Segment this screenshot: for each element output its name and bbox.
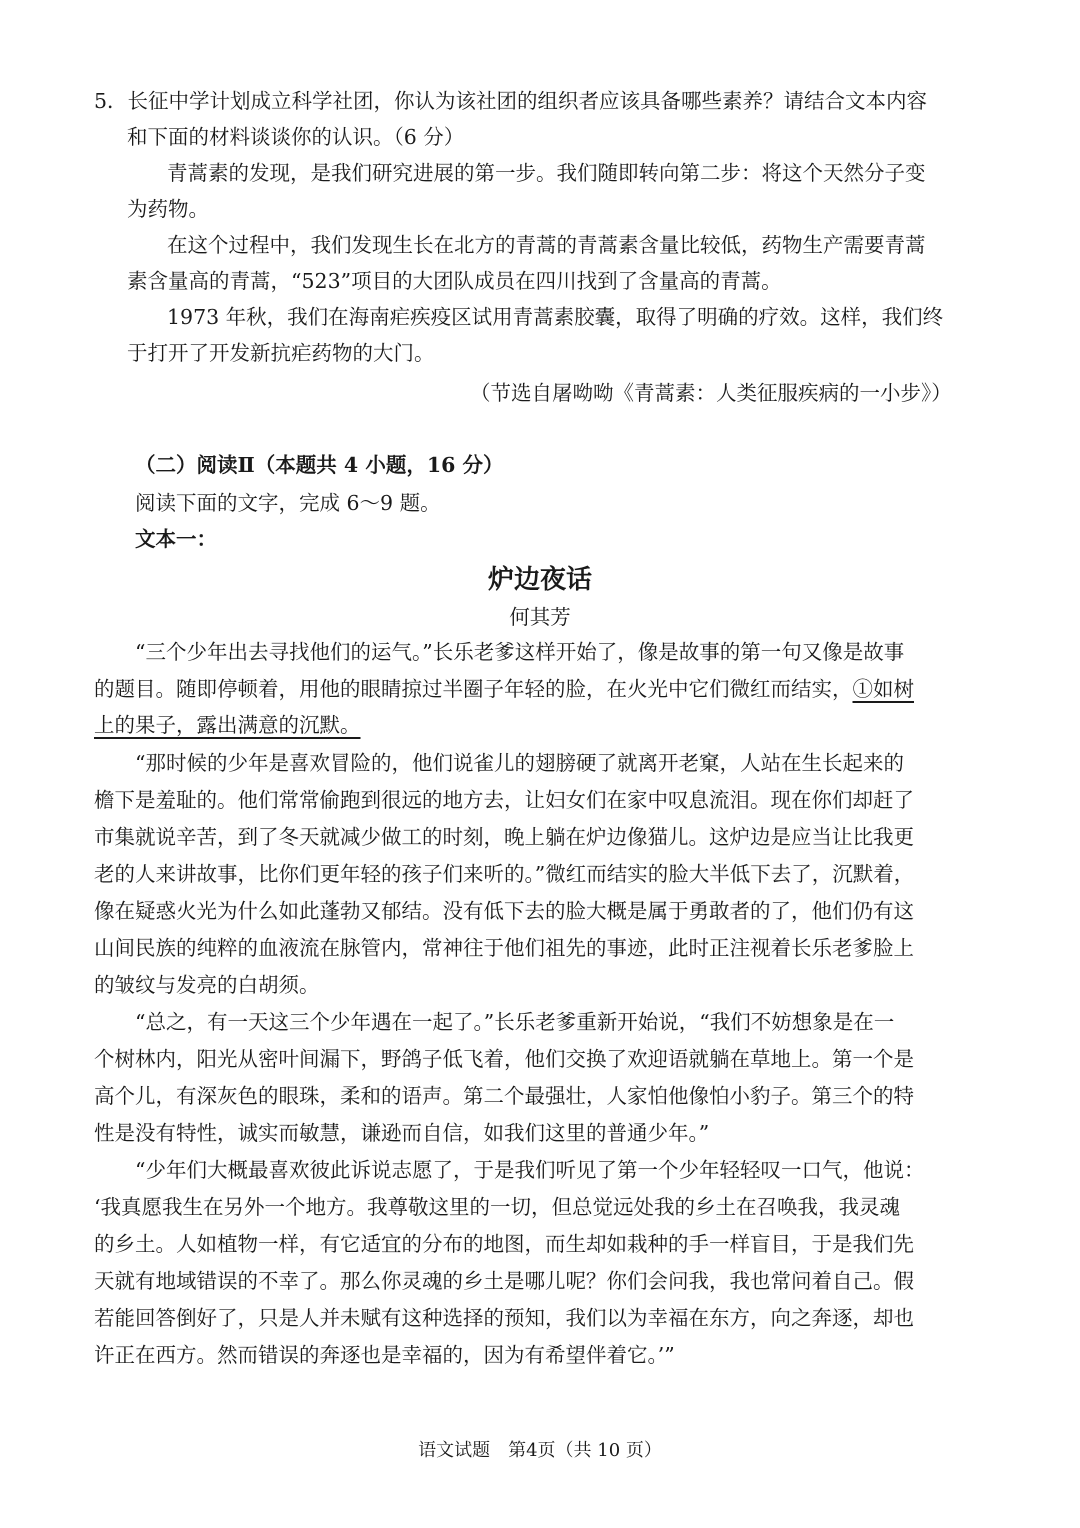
text-label: 文本一：	[135, 527, 217, 551]
article-p4-line-6: 许正在西方。然而错误的奔逐也是幸福的，因为有希望伴着它。’”	[94, 1343, 675, 1367]
article-p1-line-2	[94, 674, 914, 704]
section-instruction: 阅读下面的文字，完成 6～9 题。	[135, 491, 441, 515]
article-p2-line-5: 像在疑惑火光为什么如此蓬勃又郁结。没有低下去的脸大概是属于勇敢者的了，他们仍有这	[94, 899, 914, 923]
article-author: 何其芳	[509, 605, 571, 629]
article-p3-line-4: 性是没有特性，诚实而敏慧，谦逊而自信，如我们这里的普通少年。”	[94, 1121, 710, 1145]
article-p2-line-2: 檐下是羞耻的。他们常常偷跑到很远的地方去，让妇女们在家中叹息流泪。现在你们却赶了	[94, 788, 914, 812]
material-p1-line-1: 青蒿素的发现，是我们研究进展的第一步。我们随即转向第二步：将这个天然分子变	[167, 161, 926, 185]
question-5-line-2: 和下面的材料谈谈你的认识。（6 分）	[127, 125, 465, 149]
article-p1-line-2-text: 的题目。随即停顿着，用他的眼睛掠过半圈子年轻的脸，在火光中它们微红而结实，	[94, 677, 853, 701]
question-5-line-1: 5．长征中学计划成立科学社团，你认为该社团的组织者应该具备哪些素养？请结合文本内容	[94, 89, 928, 113]
section-heading: （二）阅读Ⅱ（本题共 4 小题，16 分）	[135, 453, 504, 477]
article-p4-line-1: “少年们大概最喜欢彼此诉说志愿了，于是我们听见了第一个少年轻轻叹一口气，他说：	[135, 1158, 925, 1182]
article-title: 炉边夜话	[487, 565, 592, 595]
article-p2-line-4: 老的人来讲故事，比你们更年轻的孩子们来听的。”微红而结实的脸大半低下去了，沉默着，	[94, 862, 915, 886]
article-p3-line-3: 高个儿，有深灰色的眼珠，柔和的语声。第二个最强壮，人家怕他像怕小豹子。第三个的特	[94, 1084, 914, 1108]
material-p2-line-2: 素含量高的青蒿，“523”项目的大团队成员在四川找到了含量高的青蒿。	[127, 269, 782, 293]
material-p1-line-2: 为药物。	[127, 197, 209, 221]
article-p2-line-1: “那时候的少年是喜欢冒险的，他们说雀儿的翅膀硬了就离开老窠，人站在生长起来的	[135, 751, 904, 775]
material-p2-line-1: 在这个过程中，我们发现生长在北方的青蒿的青蒿素含量比较低，药物生产需要青蒿	[167, 233, 926, 257]
underlined-sentence-1-end: 上的果子，露出满意的沉默。	[94, 713, 361, 737]
article-p3-line-1: “总之，有一天这三个少年遇在一起了。”长乐老爹重新开始说，“我们不妨想象是在一	[135, 1010, 895, 1034]
article-p2-line-6: 山间民族的纯粹的血液流在脉管内，常神往于他们祖先的事迹，此时正注视着长乐老爹脸上	[94, 936, 914, 960]
article-p2-line-3: 市集就说辛苦，到了冬天就减少做工的时刻，晚上躺在炉边像猫儿。这炉边是应当让比我更	[94, 825, 914, 849]
material-source: （节选自屠呦呦《青蒿素：人类征服疾病的一小步》）	[470, 381, 952, 405]
article-p3-line-2: 个树林内，阳光从密叶间漏下，野鸽子低飞着，他们交换了欢迎语就躺在草地上。第一个是	[94, 1047, 914, 1071]
underlined-sentence-1-start: ①如树	[852, 677, 914, 701]
article-p4-line-2: ‘我真愿我生在另外一个地方。我尊敬这里的一切，但总觉远处我的乡土在召唤我，我灵魂	[94, 1195, 901, 1219]
article-p4-line-4: 天就有地域错误的不幸了。那么你灵魂的乡土是哪儿呢？你们会问我，我也常问着自己。假	[94, 1269, 914, 1293]
article-p1-line-1: “三个少年出去寻找他们的运气。”长乐老爹这样开始了，像是故事的第一句又像是故事	[135, 640, 905, 664]
material-p3-line-2: 于打开了开发新抗疟药物的大门。	[127, 341, 435, 365]
article-p4-line-5: 若能回答倒好了，只是人并未赋有这种选择的预知，我们以为幸福在东方，向之奔逐，却也	[94, 1306, 914, 1330]
article-p2-line-7: 的皱纹与发亮的白胡须。	[94, 973, 320, 997]
material-p3-line-1: 1973 年秋，我们在海南疟疾疫区试用青蒿素胶囊，取得了明确的疗效。这样，我们终	[167, 305, 944, 329]
article-p4-line-3: 的乡土。人如植物一样，有它适宜的分布的地图，而生却如栽种的手一样盲目，于是我们先	[94, 1232, 914, 1256]
page-footer: 语文试题 第4页（共 10 页）	[418, 1440, 662, 1461]
